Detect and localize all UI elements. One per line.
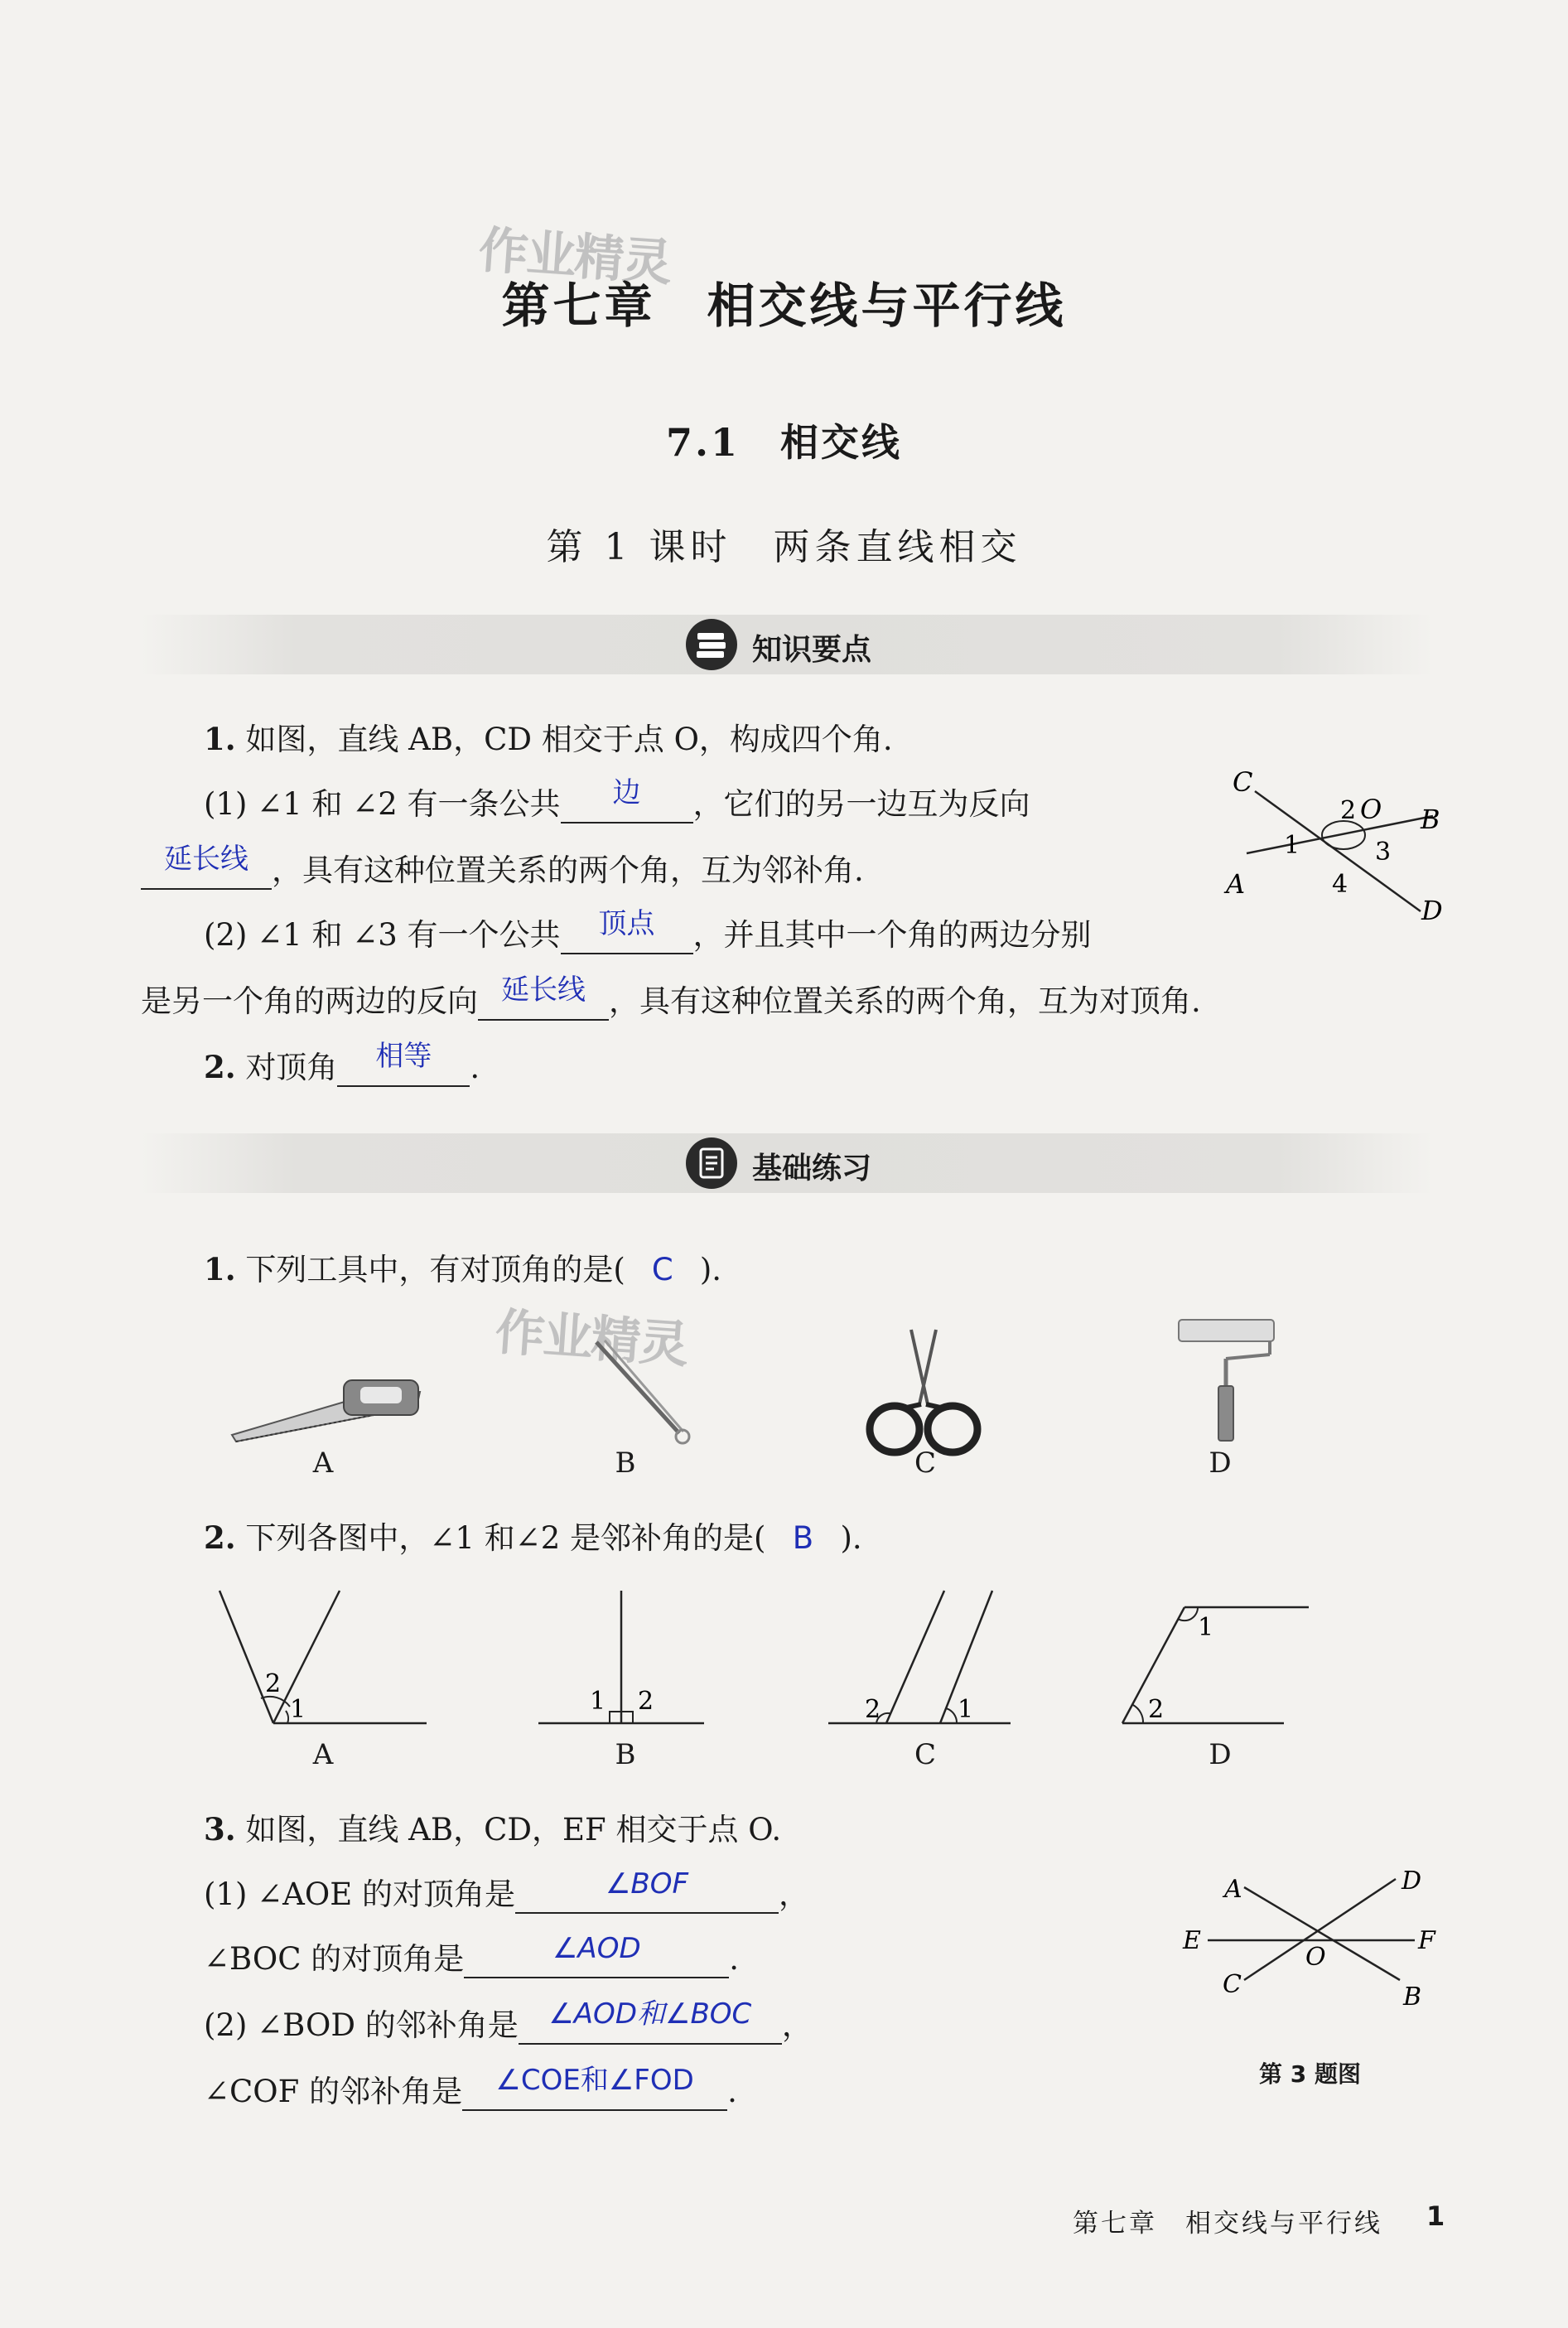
- b2-figure-C: [828, 1582, 1027, 1732]
- k2-blank[interactable]: [337, 1040, 470, 1087]
- k1-p1-text-b: ，它们的另一边互为反向: [692, 786, 1030, 822]
- saw-image: [228, 1359, 427, 1450]
- lesson-title: 第 1 课时 两条直线相交: [546, 526, 1022, 568]
- b2-option-D: D: [1209, 1738, 1232, 1771]
- fig-label-D: D: [1421, 895, 1443, 926]
- b3-q2a-text: (2) ∠BOD 的邻补角是: [204, 2007, 519, 2043]
- b3-q2b-answer: ∠COE和∠FOD: [495, 2064, 694, 2097]
- fig-B-angle-1: 1: [590, 1687, 606, 1716]
- fig-C-angle-2: 2: [865, 1695, 881, 1724]
- k2-number: 2.: [204, 1049, 236, 1085]
- k1-p2-blank2[interactable]: [478, 973, 609, 1021]
- k1-stem: [204, 714, 893, 759]
- b2-number: 2.: [204, 1519, 236, 1556]
- fig-angle-1: 1: [1284, 831, 1300, 860]
- fig-label-B: B: [1421, 804, 1440, 835]
- b1-end: ).: [699, 1252, 722, 1287]
- page-number: 1: [1426, 2200, 1445, 2232]
- b1-answer: C: [651, 1252, 673, 1287]
- b3-comma: ，: [781, 2007, 813, 2043]
- k1-stem-text: 如图，直线 AB，CD 相交于点 O，构成四个角.: [245, 722, 893, 757]
- b3-q1b-line: [204, 1934, 739, 1978]
- book-icon: [686, 619, 737, 670]
- b3-number: 3.: [204, 1811, 236, 1847]
- b3-figure: [1176, 1864, 1441, 2046]
- b3-q2b-line: [204, 2066, 737, 2111]
- fig3-label-E: E: [1183, 1926, 1201, 1955]
- b2-text: 下列各图中，∠1 和∠2 是邻补角的是(: [245, 1520, 766, 1556]
- fig3-label-B: B: [1403, 1983, 1422, 2012]
- b3-comma: ，: [779, 1876, 809, 1912]
- k1-part2-line: [204, 907, 1092, 954]
- b3-q1a-answer: ∠BOF: [605, 1867, 689, 1901]
- k1-p2-answer1: 顶点: [598, 907, 655, 940]
- k2-end: .: [470, 1050, 480, 1085]
- k1-part1-line2: [141, 845, 864, 890]
- b1-text: 下列工具中，有对顶角的是(: [245, 1252, 625, 1287]
- fig-D-angle-1: 1: [1198, 1613, 1214, 1642]
- b2-option-B: B: [615, 1738, 636, 1771]
- fig-label-C: C: [1233, 766, 1253, 798]
- b3-period: .: [727, 2074, 737, 2109]
- b3-stem-text: 如图，直线 AB，CD，EF 相交于点 O.: [245, 1812, 782, 1847]
- fig-D-angle-2: 2: [1148, 1695, 1165, 1724]
- b2-answer: B: [792, 1520, 814, 1556]
- b3-stem: [204, 1804, 781, 1849]
- b1-option-D: D: [1209, 1447, 1232, 1480]
- k1-part1-line: [204, 776, 1030, 823]
- b3-q2a-line: [204, 1997, 813, 2045]
- b2-end: ).: [840, 1520, 862, 1556]
- b1-number: 1.: [204, 1251, 236, 1287]
- b3-q1a-line: [204, 1869, 809, 1914]
- k1-p1-answer1: 边: [612, 776, 641, 809]
- k1-p1-text-c: ，具有这种位置关系的两个角，互为邻补角.: [272, 852, 864, 888]
- b3-q1b-answer: ∠AOD: [552, 1932, 641, 1965]
- tongs-image: [580, 1334, 704, 1450]
- k1-p2-text-b: ，并且其中一个角的两边分别: [692, 917, 1092, 953]
- section-title-practice: 基础练习: [752, 1152, 872, 1186]
- chapter-title: 第七章 相交线与平行线: [501, 278, 1067, 334]
- b3-q1b-blank[interactable]: [464, 1932, 729, 1978]
- watermark: 作业精灵: [493, 1302, 689, 1374]
- b2-figure-A: [211, 1582, 427, 1732]
- k2-answer: 相等: [375, 1040, 432, 1073]
- k1-p1-answer2: 延长线: [164, 843, 248, 876]
- b3-q1a-blank[interactable]: [515, 1867, 779, 1914]
- b3-q2b-text: ∠COF 的邻补角是: [204, 2074, 463, 2109]
- b2-option-A: A: [312, 1738, 334, 1771]
- fig-A-angle-2: 2: [265, 1669, 282, 1698]
- b2-option-C: C: [914, 1738, 936, 1771]
- k1-p2-answer2: 延长线: [501, 973, 586, 1007]
- b1-option-A: A: [312, 1447, 334, 1480]
- section-title: 7.1 相交线: [665, 420, 903, 465]
- paint-roller-image: [1172, 1313, 1280, 1446]
- k1-p2-text-c: 是另一个角的两边的反向: [141, 983, 478, 1019]
- k1-p1-blank2[interactable]: [141, 843, 272, 890]
- b2-figure-D: [1118, 1582, 1334, 1732]
- k1-figure: [1218, 766, 1458, 926]
- k1-p2-blank1[interactable]: [561, 907, 693, 954]
- b3-q2a-blank[interactable]: [519, 1997, 782, 2045]
- fig-angle-2: 2: [1340, 796, 1357, 825]
- b3-q1b-text: ∠BOC 的对顶角是: [204, 1941, 465, 1977]
- fig-angle-4: 4: [1332, 870, 1348, 899]
- fig-label-O: O: [1360, 794, 1382, 825]
- k2-text: 对顶角: [245, 1050, 338, 1085]
- k1-number: 1.: [204, 721, 236, 757]
- b3-period: .: [729, 1941, 740, 1977]
- b3-figure-caption: 第 3 题图: [1259, 2060, 1361, 2088]
- scissors-image: [861, 1326, 986, 1458]
- b1-option-B: B: [615, 1447, 636, 1480]
- b3-q2a-answer: ∠AOD和∠BOC: [548, 1997, 752, 2031]
- k1-p1-blank1[interactable]: [561, 776, 693, 823]
- fig-C-angle-1: 1: [958, 1695, 974, 1724]
- fig3-label-A: A: [1224, 1875, 1242, 1904]
- b2-line: [204, 1513, 862, 1558]
- fig3-label-F: F: [1418, 1926, 1435, 1955]
- b3-q1a-text: (1) ∠AOE 的对顶角是: [204, 1876, 515, 1912]
- k1-p2-text-a: (2) ∠1 和 ∠3 有一个公共: [204, 917, 561, 953]
- notebook-icon: [686, 1137, 737, 1189]
- fig3-label-D: D: [1402, 1867, 1422, 1896]
- fig-A-angle-1: 1: [290, 1695, 306, 1724]
- fig-angle-3: 3: [1375, 838, 1392, 867]
- b1-option-C: C: [914, 1447, 936, 1480]
- k1-part2-line2: [141, 973, 1201, 1021]
- footer-chapter: 第七章 相交线与平行线: [1073, 2209, 1382, 2239]
- fig-label-A: A: [1226, 868, 1246, 900]
- fig3-label-C: C: [1223, 1970, 1242, 1999]
- k1-p2-text-d: ，具有这种位置关系的两个角，互为对顶角.: [609, 983, 1201, 1019]
- b3-q2b-blank[interactable]: [462, 2064, 727, 2111]
- k1-p1-text-a: (1) ∠1 和 ∠2 有一条公共: [204, 786, 561, 822]
- fig3-label-O: O: [1305, 1943, 1326, 1972]
- fig-B-angle-2: 2: [638, 1687, 654, 1716]
- b2-figure-B: [538, 1582, 729, 1732]
- watermark: 作业精灵: [476, 220, 673, 292]
- b1-line: [204, 1244, 721, 1289]
- k2-line: [204, 1042, 480, 1087]
- section-title-knowledge: 知识要点: [752, 633, 872, 667]
